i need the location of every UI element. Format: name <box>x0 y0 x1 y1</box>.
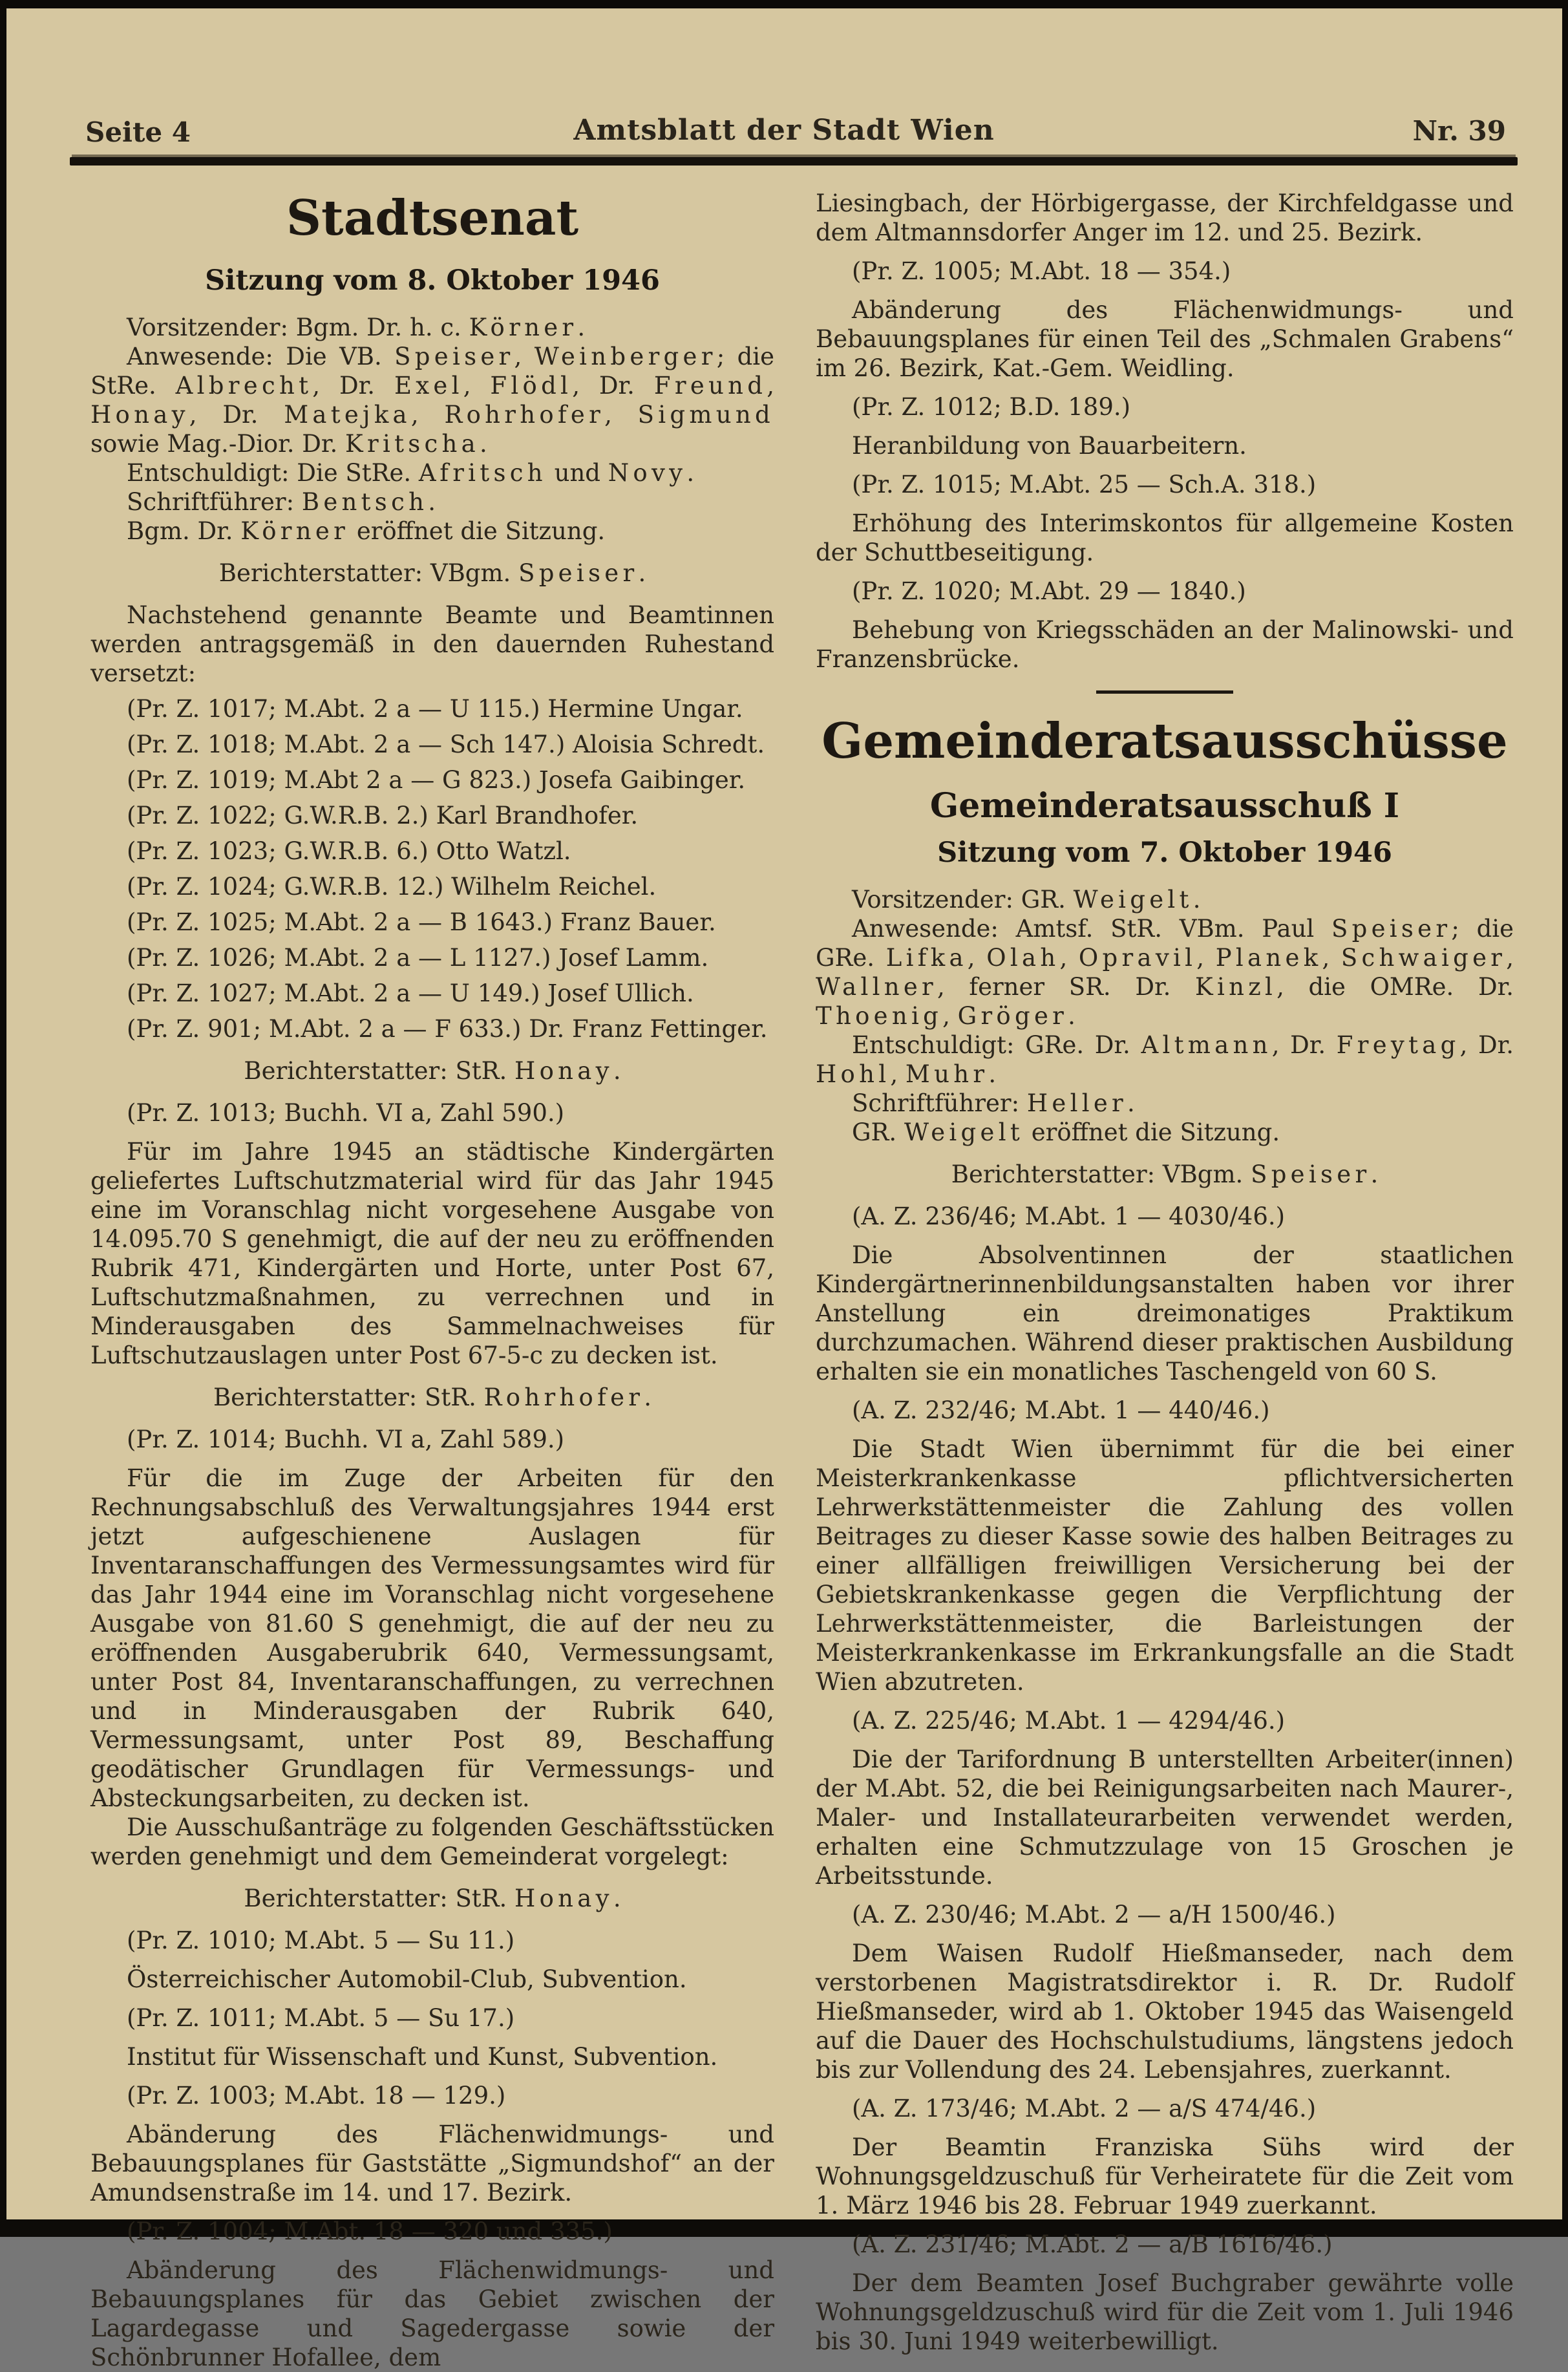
spaced-name: Freund <box>653 372 767 400</box>
spaced-name: Rohrhofer <box>444 401 605 429</box>
issue-number: Nr. 39 <box>1412 115 1506 147</box>
spaced-name: Kritscha <box>345 430 480 458</box>
spaced-name: Planek <box>1215 944 1322 972</box>
body-paragraph-continuation: Liesingbach, der Hörbigergasse, der Kirchfeldgasse und dem Altmannsdorfer Anger im 12. und 25. Bezirk. <box>816 189 1514 246</box>
spaced-name: Honay <box>514 1885 613 1912</box>
body-paragraph: Die Absolventinnen der staatlichen Kindergärtnerinnenbildungsanstalten haben vor ihrer Anstellung ein dreimonatiges Praktikum durchzumachen. Während dieser praktischen Ausbildung erhalten sie ein monatliches Taschengeld von 60 S. <box>816 1241 1514 1385</box>
spaced-name: Schwaiger <box>1340 944 1507 972</box>
body-paragraph: Vorsitzender: GR. Weigelt. <box>852 886 1201 914</box>
file-reference-line: (Pr. Z. 1005; M.Abt. 18 — 354.) <box>852 257 1231 285</box>
spaced-name: Olah <box>986 944 1060 972</box>
reporter-line: Berichterstatter: VBgm. Speiser. <box>951 1160 1379 1188</box>
scan-edge-left <box>0 0 6 2237</box>
file-reference-line: (Pr. Z. 1015; M.Abt. 25 — Sch.A. 318.) <box>852 471 1317 498</box>
retirement-list-item: (Pr. Z. 1019; M.Abt 2 a — G 823.) Josefa Gaibinger. <box>127 766 746 794</box>
spaced-name: Novy <box>608 459 687 487</box>
committee-heading: Gemeinderatsausschuß I <box>929 786 1400 826</box>
body-paragraph: Behebung von Kriegsschäden an der Malinowski- und Franzensbrücke. <box>816 616 1514 673</box>
spaced-name: Körner <box>469 314 578 341</box>
section-divider-rule <box>1096 690 1233 694</box>
body-paragraph: Entschuldigt: Die StRe. Afritsch und Novy. <box>127 459 695 487</box>
body-paragraph: Institut für Wissenschaft und Kunst, Subvention. <box>127 2043 718 2071</box>
spaced-name: Weigelt <box>1073 886 1193 914</box>
header-rule <box>70 157 1518 166</box>
file-reference-line: (A. Z. 225/46; M.Abt. 1 — 4294/46.) <box>852 1707 1286 1735</box>
spaced-name: Flödl <box>490 372 573 400</box>
body-paragraph: Für die im Zuge der Arbeiten für den Rechnungsabschluß des Verwaltungsjahres 1944 erst jetzt aufgeschienene Auslagen für Inventaranschaffungen des Vermessungsamtes wird für das Jahr 1944 eine im Voranschlag nicht vorgesehene Ausgabe von 81.60 S genehmigt, die auf der neu zu eröffnenden Ausgaberubrik 640, Vermessungsamt, unter Post 84, Inventaranschaffungen, zu verrechnen und in Minderausgaben der Rubrik 640, Vermessungsamt, unter Post 89, Beschaffung geodätischer Grundlagen für Vermessungs- und Absteckungsarbeiten, zu decken ist. <box>90 1464 774 1812</box>
retirement-list-item: (Pr. Z. 1024; G.W.R.B. 12.) Wilhelm Reichel. <box>127 873 657 901</box>
body-paragraph: Anwesende: Amtsf. StR. VBm. Paul Speiser; die GRe. Lifka, Olah, Opravil, Planek, Schwaiger, Wallner, ferner SR. Dr. Kinzl, die OMRe. Dr. Thoenig, Gröger. <box>816 915 1514 1030</box>
body-paragraph: Die Ausschußanträge zu folgenden Geschäftsstücken werden genehmigt und dem Gemeinderat vorgelegt: <box>90 1813 774 1870</box>
spaced-name: Wallner <box>816 973 937 1001</box>
retirement-list-item: (Pr. Z. 1022; G.W.R.B. 2.) Karl Brandhofer. <box>127 802 639 829</box>
body-paragraph: Für im Jahre 1945 an städtische Kindergärten geliefertes Luftschutzmaterial wird für das Jahr 1945 eine im Voranschlag nicht vorgesehene Ausgabe von 14.095.70 S genehmigt, die auf der neu zu eröffnenden Rubrik 471, Kindergärten und Horte, unter Post 67, Luftschutzmaßnahmen, zu verrechnen und in Minderausgaben des Sammelnachweises für Luftschutzauslagen unter Post 67-5-c zu decken ist. <box>90 1138 774 1369</box>
retirement-list-item: (Pr. Z. 901; M.Abt. 2 a — F 633.) Dr. Franz Fettinger. <box>127 1015 768 1043</box>
file-reference-line: (A. Z. 236/46; M.Abt. 1 — 4030/46.) <box>852 1202 1286 1230</box>
body-paragraph: Die der Tarifordnung B unterstellten Arbeiter(innen) der M.Abt. 52, die bei Reinigungsarbeiten nach Maurer-, Maler- und Installateurarbeiten verwendet werden, erhalten eine Schmutzzulage von 15 Groschen je Arbeitsstunde. <box>816 1746 1514 1890</box>
body-paragraph: Österreichischer Automobil-Club, Subvention. <box>127 1965 687 1993</box>
session-date-heading: Sitzung vom 8. Oktober 1946 <box>205 264 660 297</box>
file-reference-line: (A. Z. 230/46; M.Abt. 2 — a/H 1500/46.) <box>852 1901 1336 1929</box>
body-paragraph: Vorsitzender: Bgm. Dr. h. c. Körner. <box>127 314 586 341</box>
body-paragraph: Der dem Beamten Josef Buchgraber gewährte volle Wohnungsgeldzuschuß wird für die Zeit vom 1. Juli 1946 bis 30. Juni 1949 weiterbewilligt. <box>816 2269 1514 2355</box>
body-paragraph: Entschuldigt: GRe. Dr. Altmann, Dr. Freytag, Dr. Hohl, Muhr. <box>816 1031 1514 1088</box>
spaced-name: Speiser <box>518 559 639 587</box>
body-paragraph: Die Stadt Wien übernimmt für die bei einer Meisterkrankenkasse pflichtversicherten Lehrwerkstättenmeister die Zahlung des vollen Beitrages zu dieser Kasse sowie des halben Beitrages zu einer allfälligen freiwilligen Versicherung bei der Gebietskrankenkasse gegen die Verpflichtung der Lehrwerkstättenmeister, die Barleistungen der Meisterkrankenkasse im Erkrankungsfalle an die Stadt Wien abzutreten. <box>816 1435 1514 1696</box>
body-paragraph: Erhöhung des Interimskontos für allgemeine Kosten der Schuttbeseitigung. <box>816 509 1514 566</box>
retirement-list-item: (Pr. Z. 1025; M.Abt. 2 a — B 1643.) Franz Bauer. <box>127 908 716 936</box>
spaced-name: Kinzl <box>1195 973 1277 1001</box>
spaced-name: Speiser <box>1251 1160 1371 1188</box>
section-heading: Stadtsenat <box>286 189 579 246</box>
reporter-line: Berichterstatter: StR. Honay. <box>244 1885 621 1912</box>
spaced-name: Opravil <box>1078 944 1197 972</box>
file-reference-line: (Pr. Z. 1011; M.Abt. 5 — Su 17.) <box>127 2004 515 2032</box>
spaced-name: Lifka <box>885 944 968 972</box>
spaced-name: Weinberger <box>534 343 717 370</box>
journal-title: Amtsblatt der Stadt Wien <box>573 114 995 147</box>
spaced-name: Bentsch <box>301 488 429 516</box>
file-reference-line: (Pr. Z. 1003; M.Abt. 18 — 129.) <box>127 2082 506 2110</box>
retirement-list-item: (Pr. Z. 1026; M.Abt. 2 a — L 1127.) Josef Lamm. <box>127 944 709 972</box>
reporter-line: Berichterstatter: StR. Honay. <box>244 1057 621 1085</box>
file-reference-line: (Pr. Z. 1010; M.Abt. 5 — Su 11.) <box>127 1927 515 1954</box>
spaced-name: Speiser <box>1331 915 1452 943</box>
spaced-name: Altmann <box>1141 1031 1272 1059</box>
file-reference-line: (Pr. Z. 1013; Buchh. VI a, Zahl 590.) <box>127 1099 565 1127</box>
session-date-heading: Sitzung vom 7. Oktober 1946 <box>937 837 1392 869</box>
body-paragraph: Schriftführer: Heller. <box>852 1089 1135 1117</box>
body-paragraph: Nachstehend genannte Beamte und Beamtinnen werden antragsgemäß in den dauernden Ruhestand versetzt: <box>90 601 774 687</box>
retirement-list-item: (Pr. Z. 1017; M.Abt. 2 a — U 115.) Hermine Ungar. <box>127 695 743 723</box>
file-reference-line: (Pr. Z. 1012; B.D. 189.) <box>852 393 1131 421</box>
spaced-name: Speiser <box>394 343 514 370</box>
spaced-name: Honay <box>514 1057 613 1085</box>
right-column <box>816 189 1514 2356</box>
scan-edge-right <box>1562 0 1568 2237</box>
body-paragraph: Heranbildung von Bauarbeitern. <box>852 432 1247 460</box>
file-reference-line: (A. Z. 232/46; M.Abt. 1 — 440/46.) <box>852 1396 1270 1424</box>
spaced-name: Rohrhofer <box>483 1384 644 1411</box>
spaced-name: Sigmund <box>637 401 774 429</box>
section-heading: Gemeinderatsausschüsse <box>821 712 1508 769</box>
spaced-name: Thoenig <box>816 1002 943 1030</box>
spaced-name: Afritsch <box>418 459 547 487</box>
body-paragraph: Anwesende: Die VB. Speiser, Weinberger; die StRe. Albrecht, Dr. Exel, Flödl, Dr. Freund, Honay, Dr. Matejka, Rohrhofer, Sigmund sowie Mag.-Dior. Dr. Kritscha. <box>90 343 774 458</box>
spaced-name: Matejka <box>284 401 411 429</box>
file-reference-line: (Pr. Z. 1004; M.Abt. 18 — 320 und 335.) <box>127 2217 613 2245</box>
spaced-name: Körner <box>240 517 350 545</box>
page-number: Seite 4 <box>85 116 191 148</box>
scan-edge-top <box>0 0 1568 8</box>
file-reference-line: (A. Z. 173/46; M.Abt. 2 — a/S 474/46.) <box>852 2095 1317 2122</box>
spaced-name: Gröger <box>957 1002 1068 1030</box>
body-paragraph: Abänderung des Flächenwidmungs- und Bebauungsplanes für Gaststätte „Sigmundshof“ an der Amundsenstraße im 14. und 17. Bezirk. <box>90 2121 774 2206</box>
spaced-name: Honay <box>90 401 189 429</box>
reporter-line: Berichterstatter: StR. Rohrhofer. <box>213 1384 652 1411</box>
spaced-name: Muhr <box>905 1060 989 1088</box>
retirement-list-item: (Pr. Z. 1027; M.Abt. 2 a — U 149.) Josef Ullich. <box>127 979 694 1007</box>
spaced-name: Freytag <box>1336 1031 1460 1059</box>
body-paragraph: Der Beamtin Franziska Sühs wird der Wohnungsgeldzuschuß für Verheiratete für die Zeit vom 1. März 1946 bis 28. Februar 1949 zuerkannt. <box>816 2133 1514 2219</box>
left-column <box>90 189 774 2372</box>
reporter-line: Berichterstatter: VBgm. Speiser. <box>218 559 646 587</box>
body-paragraph: GR. Weigelt eröffnet die Sitzung. <box>852 1118 1280 1146</box>
body-paragraph: Dem Waisen Rudolf Hießmanseder, nach dem verstorbenen Magistratsdirektor i. R. Dr. Rudolf Hießmanseder, wird ab 1. Oktober 1945 das Waisengeld auf die Dauer des Hochschulstudiums, längstens jedoch bis zur Vollendung des 24. Lebensjahres, zuerkannt. <box>816 1939 1514 2084</box>
spaced-name: Weigelt <box>904 1118 1024 1146</box>
spaced-name: Albrecht <box>175 372 313 400</box>
spaced-name: Hohl <box>816 1060 891 1088</box>
spaced-name: Heller <box>1026 1089 1127 1117</box>
file-reference-line: (A. Z. 231/46; M.Abt. 2 — a/B 1616/46.) <box>852 2230 1333 2258</box>
body-paragraph: Bgm. Dr. Körner eröffnet die Sitzung. <box>127 517 606 545</box>
file-reference-line: (Pr. Z. 1014; Buchh. VI a, Zahl 589.) <box>127 1426 565 1453</box>
retirement-list-item: (Pr. Z. 1023; G.W.R.B. 6.) Otto Watzl. <box>127 837 571 865</box>
body-paragraph: Abänderung des Flächenwidmungs- und Bebauungsplanes für einen Teil des „Schmalen Grabens“ im 26. Bezirk, Kat.-Gem. Weidling. <box>816 296 1514 382</box>
body-paragraph: Abänderung des Flächenwidmungs- und Bebauungsplanes für das Gebiet zwischen der Lagardegasse und Sagedergasse sowie der Schönbrunner Hofallee, dem <box>90 2256 774 2371</box>
spaced-name: Exel <box>394 372 463 400</box>
body-paragraph: Schriftführer: Bentsch. <box>127 488 436 516</box>
file-reference-line: (Pr. Z. 1020; M.Abt. 29 — 1840.) <box>852 577 1246 605</box>
retirement-list-item: (Pr. Z. 1018; M.Abt. 2 a — Sch 147.) Aloisia Schredt. <box>127 731 765 758</box>
